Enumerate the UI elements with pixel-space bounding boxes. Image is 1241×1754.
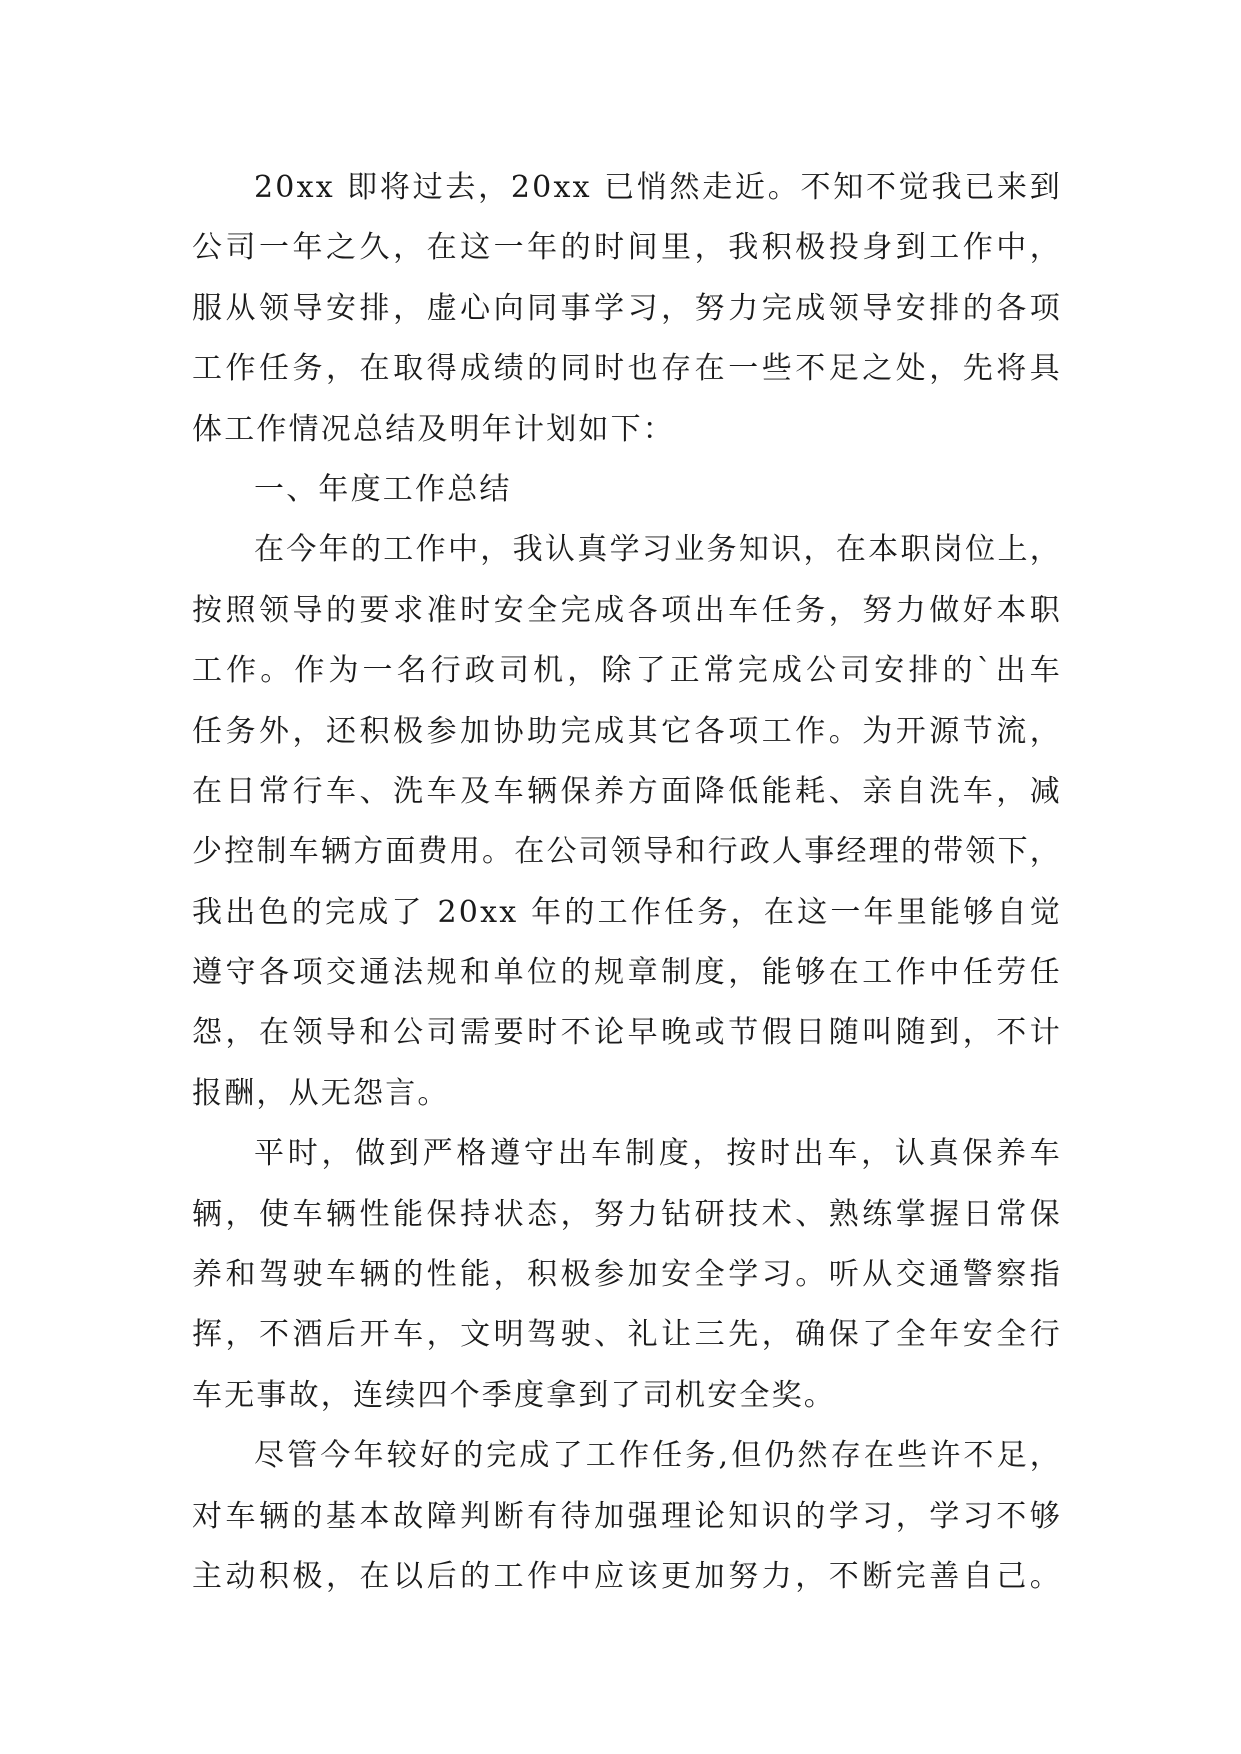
paragraph-intro bbox=[192, 158, 1062, 460]
text-line: 尽管今年较好的完成了工作任务,但仍然存在些许不足， bbox=[254, 1438, 1062, 1474]
document-body bbox=[192, 158, 1062, 1607]
text-line: 任务外，还积极参加协助完成其它各项工作。为开源节流， bbox=[192, 713, 1062, 749]
text-line: 少控制车辆方面费用。在公司领导和行政人事经理的带领下， bbox=[192, 834, 1062, 870]
text-line: 辆，使车辆性能保持状态，努力钻研技术、熟练掌握日常保 bbox=[192, 1196, 1062, 1232]
text-line: 对车辆的基本故障判断有待加强理论知识的学习，学习不够 bbox=[192, 1498, 1062, 1534]
text-line: 养和驾驶车辆的性能，积极参加安全学习。听从交通警察指 bbox=[192, 1257, 1062, 1293]
text-line: 20xx 即将过去，20xx 已悄然走近。不知不觉我已来到 bbox=[254, 170, 1062, 205]
section-heading bbox=[192, 460, 1062, 520]
text-line: 按照领导的要求准时安全完成各项出车任务，努力做好本职 bbox=[192, 592, 1062, 628]
text-line: 报酬，从无怨言。 bbox=[192, 1075, 450, 1111]
paragraph-daily-practice bbox=[192, 1124, 1062, 1426]
text-line: 在今年的工作中，我认真学习业务知识，在本职岗位上， bbox=[254, 532, 1062, 568]
text-line: 遵守各项交通法规和单位的规章制度，能够在工作中任劳任 bbox=[192, 955, 1062, 991]
text-line: 在日常行车、洗车及车辆保养方面降低能耗、亲自洗车，减 bbox=[192, 773, 1062, 809]
paragraph-work-summary bbox=[192, 520, 1062, 1124]
text-line: 主动积极，在以后的工作中应该更加努力，不断完善自己。 bbox=[192, 1558, 1062, 1594]
text-line: 工作。作为一名行政司机，除了正常完成公司安排的`出车 bbox=[192, 653, 1062, 689]
text-line: 挥，不酒后开车，文明驾驶、礼让三先，确保了全年安全行 bbox=[192, 1317, 1062, 1353]
heading-annual-summary: 一、年度工作总结 bbox=[254, 471, 512, 507]
text-line: 我出色的完成了 20xx 年的工作任务，在这一年里能够自觉 bbox=[192, 894, 1062, 930]
text-line: 体工作情况总结及明年计划如下： bbox=[192, 411, 675, 447]
text-line: 平时，做到严格遵守出车制度，按时出车，认真保养车 bbox=[254, 1136, 1062, 1172]
text-line: 公司一年之久，在这一年的时间里，我积极投身到工作中， bbox=[192, 230, 1062, 266]
text-line: 服从领导安排，虚心向同事学习，努力完成领导安排的各项 bbox=[192, 290, 1062, 326]
text-line: 工作任务，在取得成绩的同时也存在一些不足之处，先将具 bbox=[192, 351, 1062, 387]
text-line: 车无事故，连续四个季度拿到了司机安全奖。 bbox=[192, 1377, 836, 1413]
text-line: 怨，在领导和公司需要时不论早晚或节假日随叫随到，不计 bbox=[192, 1015, 1062, 1051]
paragraph-shortcomings bbox=[192, 1426, 1062, 1607]
